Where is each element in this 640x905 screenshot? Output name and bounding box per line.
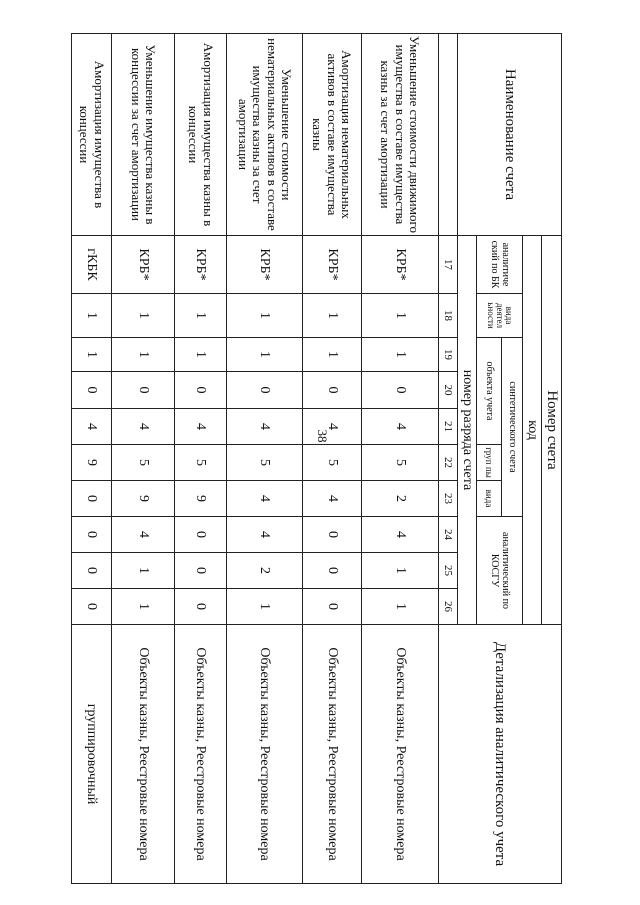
- row-d21: 4: [174, 409, 226, 445]
- header-code: код: [522, 236, 541, 625]
- row-d25: 0: [71, 553, 111, 589]
- row-d19: 1: [226, 338, 302, 372]
- row-detail: Объекты казны, Реестровые номера: [302, 625, 361, 884]
- row-d24: 4: [361, 517, 438, 553]
- header-account-object: объекта учета: [476, 338, 501, 445]
- digit-23: 23: [438, 481, 457, 517]
- table-row: [111, 34, 174, 884]
- row-detail: Объекты казны, Реестровые номера: [361, 625, 438, 884]
- row-d20: 0: [71, 372, 111, 409]
- header-account-number: Номер счета: [541, 236, 561, 625]
- row-d20: 0: [174, 372, 226, 409]
- row-d21: 4: [361, 409, 438, 445]
- row-name: Амортизация имущества казны в концессии: [174, 34, 226, 236]
- digit-25: 25: [438, 553, 457, 589]
- digit-26: 26: [438, 589, 457, 625]
- row-d24: 0: [302, 517, 361, 553]
- row-d23: 9: [111, 481, 174, 517]
- header-analytical-kosgu: аналитический по КОСГУ: [476, 517, 522, 625]
- row-d23: 0: [71, 481, 111, 517]
- header-blank: [438, 34, 457, 236]
- row-d20: 0: [361, 372, 438, 409]
- row-d21: 4: [71, 409, 111, 445]
- page-number: 38: [315, 429, 330, 443]
- account-table: [71, 33, 562, 884]
- row-d26: 1: [226, 589, 302, 625]
- header-type: вида: [476, 481, 501, 517]
- row-detail: Объекты казны, Реестровые номера: [174, 625, 226, 884]
- row-d18: 1: [302, 294, 361, 338]
- row-bk: КРБ*: [174, 236, 226, 294]
- account-table-container: [77, 33, 562, 883]
- row-d26: 1: [361, 589, 438, 625]
- digit-19: 19: [438, 338, 457, 372]
- row-d18: 1: [71, 294, 111, 338]
- row-d18: 1: [226, 294, 302, 338]
- row-detail: Объекты казны, Реестровые номера: [111, 625, 174, 884]
- row-d24: 0: [174, 517, 226, 553]
- row-bk: гКБК: [71, 236, 111, 294]
- row-name: Уменьшение стоимости движимого имущества в составе имущества казны за счет амортизации: [361, 34, 438, 236]
- row-d22: 5: [226, 445, 302, 481]
- row-d22: 5: [174, 445, 226, 481]
- header-activity-type: вида деятел ьности: [476, 294, 522, 338]
- table-row: [226, 34, 302, 884]
- row-d19: 1: [111, 338, 174, 372]
- row-d25: 0: [302, 553, 361, 589]
- table-row: [302, 34, 361, 884]
- header-digit-number: номер разряда счета: [457, 236, 476, 625]
- row-d26: 0: [302, 589, 361, 625]
- row-d19: 1: [174, 338, 226, 372]
- row-bk: КРБ*: [302, 236, 361, 294]
- row-d26: 0: [71, 589, 111, 625]
- header-synthetic: синтетического счета: [501, 338, 522, 517]
- digit-20: 20: [438, 372, 457, 409]
- row-d22: 5: [361, 445, 438, 481]
- header-account-name: Наименование счета: [457, 34, 561, 236]
- row-d20: 0: [302, 372, 361, 409]
- row-bk: КРБ*: [226, 236, 302, 294]
- row-d23: 4: [226, 481, 302, 517]
- row-d25: 1: [361, 553, 438, 589]
- row-d20: 0: [226, 372, 302, 409]
- header-group: груп пы: [476, 445, 501, 481]
- table-row: [174, 34, 226, 884]
- row-d21: 4: [226, 409, 302, 445]
- row-bk: КРБ*: [111, 236, 174, 294]
- row-name: Амортизация нематериальных активов в составе имущества казны: [302, 34, 361, 236]
- row-detail: группировочный: [71, 625, 111, 884]
- row-d24: 4: [226, 517, 302, 553]
- row-d18: 1: [361, 294, 438, 338]
- digit-21: 21: [438, 409, 457, 445]
- row-bk: КРБ*: [361, 236, 438, 294]
- row-d25: 1: [111, 553, 174, 589]
- digit-22: 22: [438, 445, 457, 481]
- row-d18: 1: [111, 294, 174, 338]
- row-d25: 2: [226, 553, 302, 589]
- row-detail: Объекты казны, Реестровые номера: [226, 625, 302, 884]
- row-d25: 0: [174, 553, 226, 589]
- row-d21: 4: [111, 409, 174, 445]
- row-d23: 9: [174, 481, 226, 517]
- row-d22: 5: [302, 445, 361, 481]
- row-d22: 5: [111, 445, 174, 481]
- header-detail: Детализация аналитического учета: [438, 625, 561, 884]
- row-d18: 1: [174, 294, 226, 338]
- row-d26: 1: [111, 589, 174, 625]
- row-name: Уменьшение стоимости нематериальных активов в составе имущества казны за счет амортизации: [226, 34, 302, 236]
- digit-18: 18: [438, 294, 457, 338]
- row-name: Уменьшение имущества казны в концессии за счет амортизации: [111, 34, 174, 236]
- table-row: [71, 34, 111, 884]
- row-name: Амортизация имущества в концессии: [71, 34, 111, 236]
- header-analytical-bk: аналитиче ский по БК: [476, 236, 522, 294]
- row-d23: 4: [302, 481, 361, 517]
- row-d21: 4: [302, 409, 361, 445]
- row-d24: 4: [111, 517, 174, 553]
- row-d19: 1: [71, 338, 111, 372]
- digit-17: 17: [438, 236, 457, 294]
- table-row: [361, 34, 438, 884]
- row-d26: 0: [174, 589, 226, 625]
- row-d20: 0: [111, 372, 174, 409]
- digit-24: 24: [438, 517, 457, 553]
- row-d23: 2: [361, 481, 438, 517]
- row-d22: 9: [71, 445, 111, 481]
- row-d19: 1: [302, 338, 361, 372]
- row-d19: 1: [361, 338, 438, 372]
- row-d24: 0: [71, 517, 111, 553]
